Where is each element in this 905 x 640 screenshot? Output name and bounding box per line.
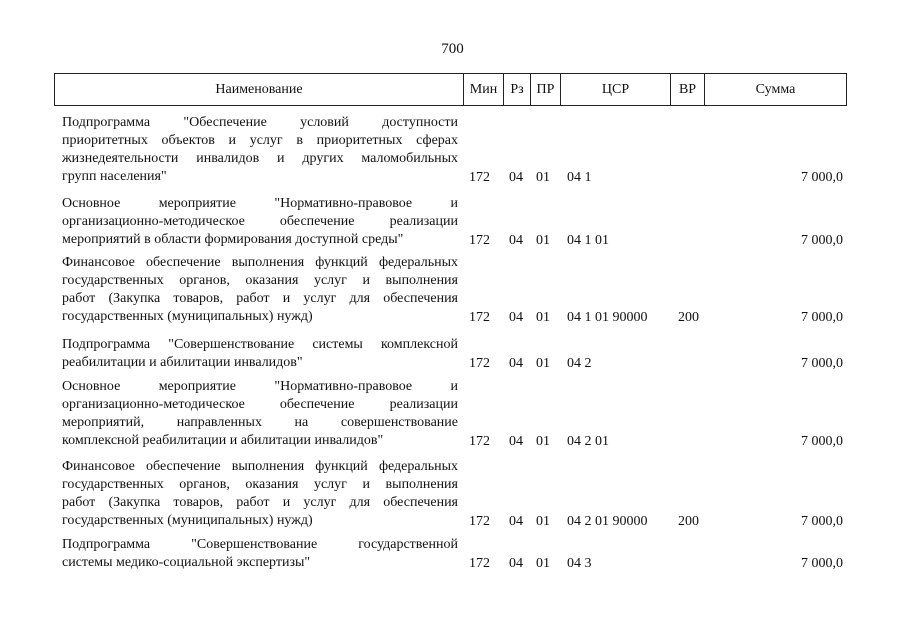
row-name (62, 536, 458, 572)
header-pr: ПР (531, 74, 561, 106)
header-rz: Рз (504, 74, 531, 106)
row-name-line: мероприятий в области формирования доступной среды" (62, 232, 404, 247)
row-name-line: Подпрограмма "Совершенствование государственной (62, 537, 458, 552)
row-name (62, 254, 458, 326)
row-csr: 04 2 01 90000 (567, 514, 648, 529)
row-sum: 7 000,0 (801, 434, 843, 449)
row-name-line: жизнедеятельности инвалидов и других маломобильных (62, 151, 458, 166)
row-csr: 04 2 (567, 356, 592, 371)
row-rz: 04 (509, 434, 523, 449)
row-name (62, 195, 458, 249)
row-pr: 01 (536, 310, 550, 325)
row-name-line: групп населения" (62, 169, 167, 184)
row-name-line: Основное мероприятие "Нормативно-правовое и (62, 196, 458, 211)
row-name-line: комплексной реабилитации и абилитации инвалидов" (62, 433, 384, 448)
row-sum: 7 000,0 (801, 310, 843, 325)
row-name-line: Подпрограмма "Обеспечение условий доступности (62, 115, 458, 130)
row-name-line: государственных органов, оказания услуг и выполнения (62, 273, 458, 288)
row-name (62, 458, 458, 530)
header-sum: Сумма (705, 74, 847, 106)
row-name-line: мероприятий, направленных на совершенствование (62, 415, 458, 430)
row-name-line: Основное мероприятие "Нормативно-правовое и (62, 379, 458, 394)
row-min: 172 (469, 514, 490, 529)
row-pr: 01 (536, 514, 550, 529)
row-pr: 01 (536, 233, 550, 248)
row-name-line: работ (Закупка товаров, работ и услуг для обеспечения (62, 495, 458, 510)
row-min: 172 (469, 556, 490, 571)
row-name-line: Финансовое обеспечение выполнения функций федеральных (62, 255, 458, 270)
row-vr: 200 (678, 310, 699, 325)
row-min: 172 (469, 310, 490, 325)
row-rz: 04 (509, 514, 523, 529)
row-sum: 7 000,0 (801, 170, 843, 185)
row-min: 172 (469, 356, 490, 371)
row-vr: 200 (678, 514, 699, 529)
row-pr: 01 (536, 434, 550, 449)
row-rz: 04 (509, 310, 523, 325)
row-sum: 7 000,0 (801, 514, 843, 529)
row-csr: 04 3 (567, 556, 592, 571)
row-name-line: работ (Закупка товаров, работ и услуг для обеспечения (62, 291, 458, 306)
row-csr: 04 1 01 90000 (567, 310, 648, 325)
row-name-line: Подпрограмма "Совершенствование системы комплексной (62, 337, 458, 352)
row-name (62, 336, 458, 372)
row-name-line: реабилитации и абилитации инвалидов" (62, 355, 303, 370)
row-pr: 01 (536, 556, 550, 571)
row-name-line: организационно-методическое обеспечение реализации (62, 214, 458, 229)
row-pr: 01 (536, 170, 550, 185)
row-name-line: Финансовое обеспечение выполнения функций федеральных (62, 459, 458, 474)
header-min: Мин (464, 74, 504, 106)
header-vr: ВР (671, 74, 705, 106)
row-rz: 04 (509, 170, 523, 185)
page-number: 700 (441, 41, 464, 57)
row-csr: 04 1 01 (567, 233, 609, 248)
row-rz: 04 (509, 356, 523, 371)
row-name (62, 378, 458, 450)
row-min: 172 (469, 233, 490, 248)
row-csr: 04 2 01 (567, 434, 609, 449)
row-pr: 01 (536, 356, 550, 371)
row-min: 172 (469, 434, 490, 449)
row-name-line: государственных органов, оказания услуг и выполнения (62, 477, 458, 492)
row-sum: 7 000,0 (801, 356, 843, 371)
row-name-line: государственных (муниципальных) нужд) (62, 309, 313, 324)
row-sum: 7 000,0 (801, 556, 843, 571)
header-name: Наименование (55, 74, 464, 106)
row-sum: 7 000,0 (801, 233, 843, 248)
table-header (54, 73, 847, 106)
row-rz: 04 (509, 233, 523, 248)
row-name (62, 114, 458, 186)
row-name-line: приоритетных объектов и услуг в приоритетных сферах (62, 133, 458, 148)
row-csr: 04 1 (567, 170, 592, 185)
row-rz: 04 (509, 556, 523, 571)
row-name-line: государственных (муниципальных) нужд) (62, 513, 313, 528)
row-name-line: системы медико-социальной экспертизы" (62, 555, 311, 570)
row-min: 172 (469, 170, 490, 185)
header-csr: ЦСР (561, 74, 671, 106)
row-name-line: организационно-методическое обеспечение реализации (62, 397, 458, 412)
